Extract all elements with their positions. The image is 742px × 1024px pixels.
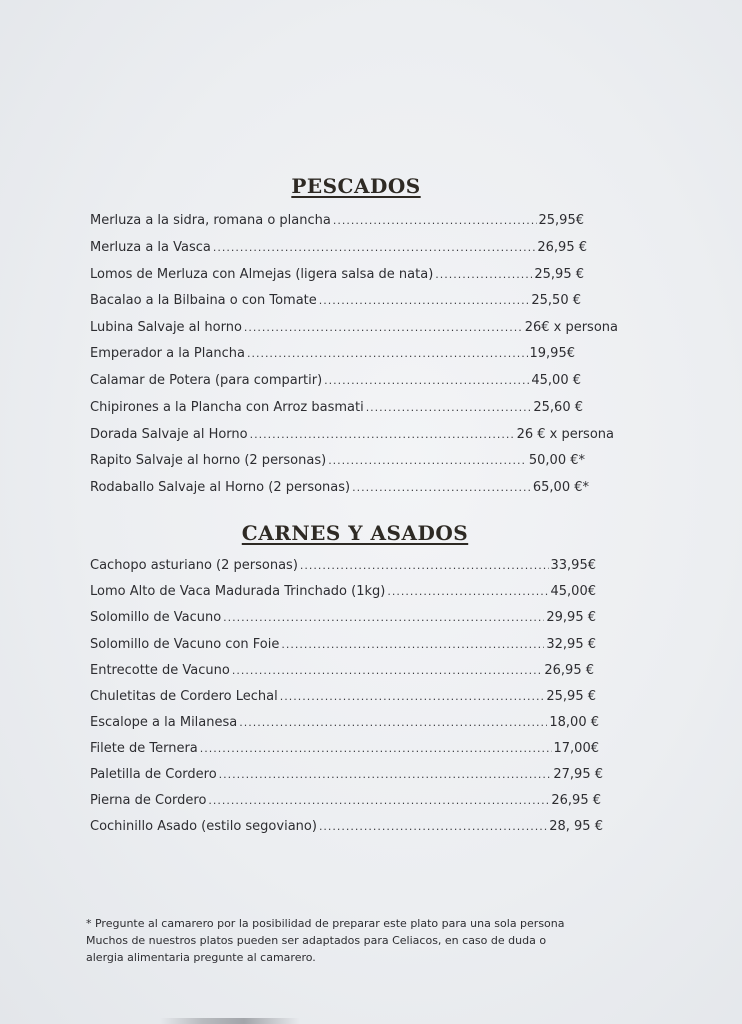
item-price: 26 € x persona <box>516 427 614 442</box>
menu-item <box>90 344 575 364</box>
item-price: 25,95 € <box>534 267 584 282</box>
item-name: Lomo Alto de Vaca Madurada Trinchado (1kg) <box>90 584 386 599</box>
leader-dots <box>250 425 515 445</box>
item-name: Bacalao a la Bilbaina o con Tomate <box>90 293 317 308</box>
item-price: 27,95 € <box>553 767 603 782</box>
item-price: 26,95 € <box>544 663 594 678</box>
item-price: 19,95€ <box>529 346 575 361</box>
menu-item <box>90 661 594 681</box>
menu-item <box>90 556 596 576</box>
item-price: 28, 95 € <box>549 819 603 834</box>
item-price: 25,60 € <box>533 400 583 415</box>
menu-item <box>90 211 584 231</box>
menu-item <box>90 318 618 338</box>
item-price: 33,95€ <box>550 558 596 573</box>
item-name: Cochinillo Asado (estilo segoviano) <box>90 819 317 834</box>
menu-item <box>90 398 583 418</box>
item-price: 26€ x persona <box>524 320 618 335</box>
item-name: Rodaballo Salvaje al Horno (2 personas) <box>90 480 351 495</box>
leader-dots <box>300 556 549 576</box>
footnote-line: alergia alimentaria pregunte al camarero. <box>86 951 316 964</box>
item-name: Pierna de Cordero <box>90 793 207 808</box>
item-price: 25,50 € <box>531 293 581 308</box>
menu-item <box>90 371 581 391</box>
leader-dots <box>219 765 552 785</box>
item-price: 45,00 € <box>531 373 581 388</box>
item-price: 29,95 € <box>546 610 596 625</box>
item-name: Lubina Salvaje al horno <box>90 320 242 335</box>
menu-item <box>90 635 596 655</box>
leader-dots <box>352 478 531 498</box>
leader-dots <box>333 211 537 231</box>
item-price: 26,95 € <box>537 240 587 255</box>
item-name: Emperador a la Plancha <box>90 346 245 361</box>
menu-item <box>90 713 599 733</box>
leader-dots <box>208 791 549 811</box>
item-price: 25,95 € <box>546 689 596 704</box>
menu-item <box>90 451 585 471</box>
leader-dots <box>281 635 544 655</box>
item-name: Escalope a la Milanesa <box>90 715 238 730</box>
leader-dots <box>328 451 527 471</box>
item-name: Solomillo de Vacuno <box>90 610 222 625</box>
leader-dots <box>244 318 523 338</box>
menu-item <box>90 425 614 445</box>
item-name: Chuletitas de Cordero Lechal <box>90 689 278 704</box>
footnote-line: Muchos de nuestros platos pueden ser adaptados para Celiacos, en caso de duda o <box>86 934 547 947</box>
item-name: Filete de Ternera <box>90 741 198 756</box>
menu-item <box>90 291 581 311</box>
item-price: 26,95 € <box>551 793 601 808</box>
leader-dots <box>239 713 547 733</box>
leader-dots <box>387 582 548 602</box>
leader-dots <box>232 661 543 681</box>
leader-dots <box>324 371 529 391</box>
leader-dots <box>366 398 532 418</box>
menu-item <box>90 265 584 285</box>
leader-dots <box>213 238 535 258</box>
leader-dots <box>247 344 528 364</box>
item-price: 25,95€ <box>538 213 584 228</box>
menu-item <box>90 478 589 498</box>
menu-item <box>90 739 599 759</box>
item-price: 65,00 €* <box>532 480 589 495</box>
item-name: Solomillo de Vacuno con Foie <box>90 637 280 652</box>
page-edge-shadow <box>160 1018 300 1024</box>
leader-dots <box>200 739 552 759</box>
leader-dots <box>223 608 544 628</box>
menu-item <box>90 817 603 837</box>
item-price: 45,00€ <box>550 584 596 599</box>
item-price: 17,00€ <box>553 741 599 756</box>
item-name: Rapito Salvaje al horno (2 personas) <box>90 453 327 468</box>
item-price: 50,00 €* <box>528 453 585 468</box>
item-name: Lomos de Merluza con Almejas (ligera salsa de nata) <box>90 267 434 282</box>
leader-dots <box>319 291 530 311</box>
menu-item <box>90 608 596 628</box>
footnote <box>86 915 606 966</box>
section-title-carnes: CARNES Y ASADOS <box>241 521 469 545</box>
item-name: Merluza a la sidra, romana o plancha <box>90 213 331 228</box>
item-name: Calamar de Potera (para compartir) <box>90 373 323 388</box>
footnote-line: * Pregunte al camarero por la posibilidad de preparar este plato para una sola persona <box>86 917 565 930</box>
menu-item <box>90 687 596 707</box>
menu-item <box>90 582 596 602</box>
item-name: Chipirones a la Plancha con Arroz basmati <box>90 400 364 415</box>
menu-item <box>90 791 601 811</box>
item-name: Cachopo asturiano (2 personas) <box>90 558 298 573</box>
item-name: Entrecotte de Vacuno <box>90 663 230 678</box>
leader-dots <box>280 687 545 707</box>
item-price: 18,00 € <box>549 715 599 730</box>
menu-item <box>90 765 603 785</box>
section-title-pescados: PESCADOS <box>291 174 421 198</box>
item-name: Merluza a la Vasca <box>90 240 211 255</box>
item-name: Paletilla de Cordero <box>90 767 217 782</box>
leader-dots <box>435 265 532 285</box>
menu-item <box>90 238 587 258</box>
item-name: Dorada Salvaje al Horno <box>90 427 248 442</box>
leader-dots <box>319 817 547 837</box>
item-price: 32,95 € <box>546 637 596 652</box>
